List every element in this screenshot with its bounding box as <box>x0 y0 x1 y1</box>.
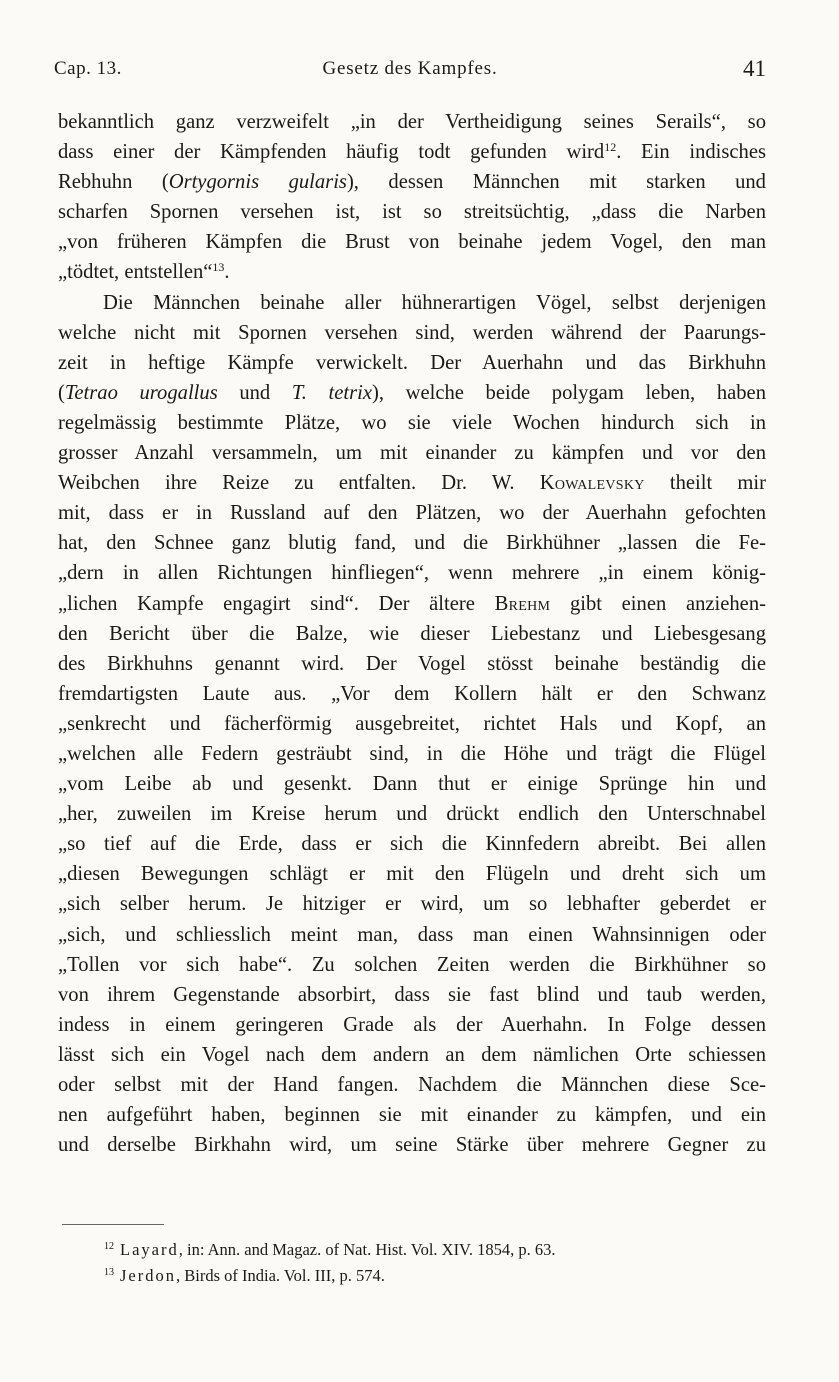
text-line: „sich selber herum. Je hitziger er wird, um so lebhafter geberdet er <box>58 893 766 916</box>
text-line: (Tetrao urogallus und T. tetrix), welche beide polygam leben, haben <box>58 381 766 404</box>
running-header <box>54 58 766 86</box>
text-line: und derselbe Birkhahn wird, um seine Stärke über mehrere Gegner zu <box>58 1134 766 1157</box>
text-line: des Birkhuhns genannt wird. Der Vogel stösst beinahe beständig die <box>58 652 766 675</box>
text-line: „von früheren Kämpfen die Brust von beinahe jedem Vogel, den man <box>58 231 766 254</box>
footnote-number: 13 <box>104 1267 114 1278</box>
text-line: scharfen Spornen versehen ist, ist so streitsüchtig, „dass die Narben <box>58 201 766 224</box>
text-line: lässt sich ein Vogel nach dem andern an dem nämlichen Orte schiessen <box>58 1043 766 1066</box>
text-line: von ihrem Gegenstande absorbirt, dass sie fast blind und taub werden, <box>58 983 766 1006</box>
text-line: hat, den Schnee ganz blutig fand, und die Birkhühner „lassen die Fe- <box>58 532 766 555</box>
text-line: „senkrecht und fächerförmig ausgebreitet, richtet Hals und Kopf, an <box>58 712 766 735</box>
text-line: mit, dass er in Russland auf den Plätzen, wo der Auerhahn gefochten <box>58 502 766 525</box>
text-line: dass einer der Kämpfenden häufig todt gefunden wird$^{12}$. Ein indisches <box>58 140 766 164</box>
footnote <box>104 1263 764 1289</box>
text-line: fremdartigsten Laute aus. „Vor dem Kollern hält er den Schwanz <box>58 682 766 705</box>
text-line: bekanntlich ganz verzweifelt „in der Vertheidigung seines Serails“, so <box>58 111 766 133</box>
text-line: „welchen alle Federn gesträubt sind, in die Höhe und trägt die Flügel <box>58 742 766 765</box>
footnote-text: , in: Ann. and Magaz. of Nat. Hist. Vol. XIV. 1854, p. 63. <box>178 1240 556 1259</box>
species-name: Ortygornis gularis <box>168 171 347 194</box>
footnote-author: Jerdon <box>120 1266 176 1285</box>
text-line: regelmässig bestimmte Plätze, wo sie viele Wochen hindurch sich in <box>58 411 766 434</box>
text-line: „diesen Bewegungen schlägt er mit den Flügeln und dreht sich um <box>58 863 766 886</box>
text-line: welche nicht mit Spornen versehen sind, werden während der Paarungs- <box>58 321 766 344</box>
text-line: „Tollen vor sich habe“. Zu solchen Zeiten werden die Birkhühner so <box>58 953 766 976</box>
text-line: den Bericht über die Balze, wie dieser Liebestanz und Liebesgesang <box>58 622 766 645</box>
species-name: Tetrao urogallus <box>64 381 218 404</box>
footnote-author: Layard <box>120 1240 179 1259</box>
page-number: 41 <box>743 56 766 81</box>
text-line: indess in einem geringeren Grade als der Auerhahn. In Folge dessen <box>58 1013 766 1036</box>
text-line: „so tief auf die Erde, dass er sich die Kinnfedern abreibt. Bei allen <box>58 833 766 856</box>
text-line: zeit in heftige Kämpfe verwickelt. Der Auerhahn und das Birkhuhn <box>58 351 766 374</box>
footnote-ref[interactable]: 13 <box>212 260 225 275</box>
footnote <box>104 1237 764 1263</box>
footnote-number: 12 <box>104 1241 114 1252</box>
main-text <box>58 107 766 1160</box>
text-line: „vom Leibe ab und gesenkt. Dann thut er einige Sprünge hin und <box>58 773 766 796</box>
text-line: Die Männchen beinahe aller hühnerartigen Vögel, selbst derjenigen <box>103 291 766 314</box>
text-line: grosser Anzahl versammeln, um mit einander zu kämpfen und vor den <box>58 442 766 465</box>
running-title: Gesetz des Kampfes. <box>322 58 498 79</box>
footnote-ref[interactable]: 12 <box>604 140 617 155</box>
author-name: Kowalevsky <box>539 472 645 495</box>
text-line: „dern in allen Richtungen hinfliegen“, wenn mehrere „in einem könig- <box>58 562 766 585</box>
text-line: Rebhuhn (Ortygornis gularis), dessen Männchen mit starken und <box>58 171 766 194</box>
footnote-divider <box>62 1224 164 1225</box>
text-line: „sich, und schliesslich meint man, dass man einen Wahnsinnigen oder <box>58 923 766 946</box>
text-line: Weibchen ihre Reize zu entfalten. Dr. W. Kowalevsky theilt mir <box>58 472 766 495</box>
text-line: „tödtet, entstellen“$^{13}$. <box>58 260 230 284</box>
author-name: Brehm <box>494 592 551 615</box>
chapter-label: Cap. 13. <box>54 58 122 79</box>
text-line: „her, zuweilen im Kreise herum und drückt endlich den Unterschnabel <box>58 803 766 826</box>
footnotes <box>104 1237 764 1289</box>
species-name: T. tetrix <box>291 381 372 404</box>
text-line: „lichen Kampfe engagirt sind“. Der ältere Brehm gibt einen anziehen- <box>58 592 766 615</box>
text-line: oder selbst mit der Hand fangen. Nachdem die Männchen diese Sce- <box>58 1074 766 1096</box>
text-line: nen aufgeführt haben, beginnen sie mit einander zu kämpfen, und ein <box>58 1104 766 1127</box>
footnote-text: , Birds of India. Vol. III, p. 574. <box>176 1266 385 1285</box>
